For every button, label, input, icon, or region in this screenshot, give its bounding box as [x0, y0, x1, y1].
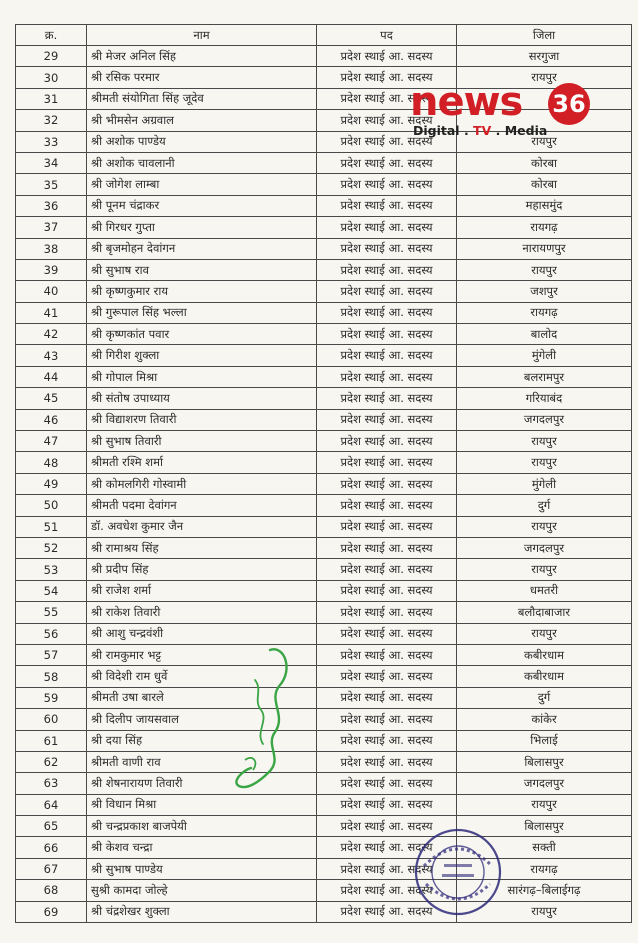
row-member-name: सुश्री कामदा जोल्हे — [87, 880, 317, 901]
table-row — [16, 687, 632, 708]
logo-tagline-part: . Media — [491, 123, 548, 138]
table-row — [16, 195, 632, 216]
row-member-name: श्रीमती पदमा देवांगन — [87, 495, 317, 516]
row-post: प्रदेश स्थाई आ. सदस्य — [317, 794, 457, 815]
member-table-body — [16, 46, 632, 923]
row-district: रायपुर — [457, 67, 632, 88]
row-member-name: श्री रसिक परमार — [87, 67, 317, 88]
table-row — [16, 709, 632, 730]
row-district: बलौदाबाजार — [457, 602, 632, 623]
row-serial-number: 69 — [16, 901, 87, 922]
table-row — [16, 238, 632, 259]
row-post: प्रदेश स्थाई आ. सदस्य — [317, 602, 457, 623]
row-post: प्रदेश स्थाई आ. सदस्य — [317, 195, 457, 216]
table-row — [16, 259, 632, 280]
row-serial-number: 58 — [16, 666, 87, 687]
row-district: कांकेर — [457, 709, 632, 730]
row-district: जशपुर — [457, 281, 632, 302]
row-serial-number: 42 — [16, 324, 87, 345]
table-row — [16, 880, 632, 901]
table-row — [16, 837, 632, 858]
row-serial-number: 66 — [16, 837, 87, 858]
row-post: प्रदेश स्थाई आ. सदस्य — [317, 709, 457, 730]
header-serial-number: क्र. — [16, 25, 87, 46]
row-member-name: श्रीमती संयोगिता सिंह जूदेव — [87, 88, 317, 109]
row-member-name: श्रीमती रश्मि शर्मा — [87, 452, 317, 473]
row-district: गरियाबंद — [457, 388, 632, 409]
row-member-name: श्री सुभाष राव — [87, 259, 317, 280]
row-district: बिलासपुर — [457, 816, 632, 837]
row-member-name: श्रीमती उषा बारले — [87, 687, 317, 708]
row-serial-number: 45 — [16, 388, 87, 409]
row-serial-number: 59 — [16, 687, 87, 708]
row-serial-number: 39 — [16, 259, 87, 280]
row-member-name: श्री अशोक चावलानी — [87, 152, 317, 173]
row-district: जगदलपुर — [457, 409, 632, 430]
row-district: रायपुर — [457, 901, 632, 922]
logo-tagline — [413, 123, 547, 138]
row-district: बालोद — [457, 324, 632, 345]
row-serial-number: 43 — [16, 345, 87, 366]
table-row — [16, 473, 632, 494]
table-row — [16, 559, 632, 580]
row-member-name: श्री चंद्रशेखर शुक्ला — [87, 901, 317, 922]
row-serial-number: 53 — [16, 559, 87, 580]
row-serial-number: 56 — [16, 623, 87, 644]
row-post: प्रदेश स्थाई आ. सदस्य — [317, 88, 457, 109]
row-member-name: श्री दिलीप जायसवाल — [87, 709, 317, 730]
row-serial-number: 30 — [16, 67, 87, 88]
row-member-name: श्री संतोष उपाध्याय — [87, 388, 317, 409]
row-serial-number: 44 — [16, 366, 87, 387]
row-district: रायपुर — [457, 794, 632, 815]
row-post: प्रदेश स्थाई आ. सदस्य — [317, 110, 457, 131]
logo-number-badge: 36 — [548, 83, 590, 125]
row-post: प्रदेश स्थाई आ. सदस्य — [317, 238, 457, 259]
row-serial-number: 34 — [16, 152, 87, 173]
row-member-name: श्री राजेश शर्मा — [87, 580, 317, 601]
row-post: प्रदेश स्थाई आ. सदस्य — [317, 773, 457, 794]
row-post: प्रदेश स्थाई आ. सदस्य — [317, 302, 457, 323]
row-member-name: श्री गोपाल मिश्रा — [87, 366, 317, 387]
row-post: प्रदेश स्थाई आ. सदस्य — [317, 751, 457, 772]
row-serial-number: 65 — [16, 816, 87, 837]
row-district: रायपुर — [457, 431, 632, 452]
row-district: रायपुर — [457, 131, 632, 152]
member-table — [15, 24, 632, 923]
row-member-name: श्री दया सिंह — [87, 730, 317, 751]
table-row — [16, 324, 632, 345]
row-post: प्रदेश स्थाई आ. सदस्य — [317, 431, 457, 452]
table-row — [16, 281, 632, 302]
table-row — [16, 794, 632, 815]
row-member-name: श्री रामाश्रय सिंह — [87, 537, 317, 558]
row-district: धमतरी — [457, 580, 632, 601]
row-serial-number: 37 — [16, 217, 87, 238]
table-row — [16, 623, 632, 644]
row-serial-number: 54 — [16, 580, 87, 601]
row-member-name: श्री विद्याशरण तिवारी — [87, 409, 317, 430]
row-member-name: श्री रामकुमार भट्ट — [87, 644, 317, 665]
row-post: प्रदेश स्थाई आ. सदस्य — [317, 131, 457, 152]
row-post: प्रदेश स्थाई आ. सदस्य — [317, 901, 457, 922]
row-district: मुंगेली — [457, 473, 632, 494]
row-district: सरगुजा — [457, 46, 632, 67]
table-row — [16, 537, 632, 558]
row-serial-number: 47 — [16, 431, 87, 452]
table-row — [16, 730, 632, 751]
row-serial-number: 67 — [16, 858, 87, 879]
table-row — [16, 388, 632, 409]
row-member-name: श्री भीमसेन अग्रवाल — [87, 110, 317, 131]
table-row — [16, 452, 632, 473]
row-serial-number: 62 — [16, 751, 87, 772]
row-district: रायपुर — [457, 559, 632, 580]
row-serial-number: 52 — [16, 537, 87, 558]
row-member-name: श्री शेषनारायण तिवारी — [87, 773, 317, 794]
row-district: रायपुर — [457, 516, 632, 537]
table-row — [16, 174, 632, 195]
row-post: प्रदेश स्थाई आ. सदस्य — [317, 281, 457, 302]
row-member-name: श्री गुरूपाल सिंह भल्ला — [87, 302, 317, 323]
row-serial-number: 60 — [16, 709, 87, 730]
table-row — [16, 431, 632, 452]
row-post: प्रदेश स्थाई आ. सदस्य — [317, 687, 457, 708]
row-serial-number: 64 — [16, 794, 87, 815]
logo-tagline-part: Digital . — [413, 123, 474, 138]
row-post: प्रदेश स्थाई आ. सदस्य — [317, 666, 457, 687]
row-post: प्रदेश स्थाई आ. सदस्य — [317, 409, 457, 430]
row-member-name: श्री केशव चन्द्रा — [87, 837, 317, 858]
row-post: प्रदेश स्थाई आ. सदस्य — [317, 388, 457, 409]
news36-watermark-logo — [410, 79, 592, 140]
row-serial-number: 49 — [16, 473, 87, 494]
row-member-name: श्री चन्द्रप्रकाश बाजपेयी — [87, 816, 317, 837]
row-member-name: श्री विधान मिश्रा — [87, 794, 317, 815]
row-district: रायपुर — [457, 452, 632, 473]
row-member-name: श्री कृष्णकुमार राय — [87, 281, 317, 302]
row-serial-number: 61 — [16, 730, 87, 751]
row-district: बिलासपुर — [457, 751, 632, 772]
table-row — [16, 366, 632, 387]
row-member-name: श्री गिरीश शुक्ला — [87, 345, 317, 366]
row-member-name: श्री कोमलगिरी गोस्वामी — [87, 473, 317, 494]
row-serial-number: 35 — [16, 174, 87, 195]
row-serial-number: 29 — [16, 46, 87, 67]
row-serial-number: 40 — [16, 281, 87, 302]
round-office-seal-icon — [412, 826, 504, 918]
table-header-row — [16, 25, 632, 46]
row-district: मुंगेली — [457, 345, 632, 366]
row-post: प्रदेश स्थाई आ. सदस्य — [317, 730, 457, 751]
row-district: कोरबा — [457, 174, 632, 195]
row-serial-number: 36 — [16, 195, 87, 216]
row-serial-number: 63 — [16, 773, 87, 794]
row-member-name: श्री राकेश तिवारी — [87, 602, 317, 623]
row-district: सारंगढ़–बिलाईगढ़ — [457, 880, 632, 901]
row-member-name: श्री आशु चन्द्रवंशी — [87, 623, 317, 644]
table-row — [16, 302, 632, 323]
row-post: प्रदेश स्थाई आ. सदस्य — [317, 217, 457, 238]
row-district: कोरबा — [457, 152, 632, 173]
row-district: कबीरधाम — [457, 644, 632, 665]
logo-tagline-part: TV — [473, 123, 492, 138]
row-post: प्रदेश स्थाई आ. सदस्य — [317, 473, 457, 494]
row-post: प्रदेश स्थाई आ. सदस्य — [317, 858, 457, 879]
row-post: प्रदेश स्थाई आ. सदस्य — [317, 623, 457, 644]
row-serial-number: 33 — [16, 131, 87, 152]
table-row — [16, 345, 632, 366]
row-serial-number: 32 — [16, 110, 87, 131]
header-district: जिला — [457, 25, 632, 46]
table-row — [16, 152, 632, 173]
row-district: कबीरधाम — [457, 666, 632, 687]
row-district: जगदलपुर — [457, 537, 632, 558]
row-post: प्रदेश स्थाई आ. सदस्य — [317, 366, 457, 387]
row-member-name: श्रीमती वाणी राव — [87, 751, 317, 772]
row-serial-number: 48 — [16, 452, 87, 473]
row-serial-number: 46 — [16, 409, 87, 430]
row-post: प्रदेश स्थाई आ. सदस्य — [317, 67, 457, 88]
row-post: प्रदेश स्थाई आ. सदस्य — [317, 816, 457, 837]
row-post: प्रदेश स्थाई आ. सदस्य — [317, 152, 457, 173]
green-signature-icon — [225, 640, 295, 800]
table-row — [16, 217, 632, 238]
row-serial-number: 41 — [16, 302, 87, 323]
row-district: रायगढ़ — [457, 217, 632, 238]
row-serial-number: 57 — [16, 644, 87, 665]
row-member-name: श्री जोगेश लाम्बा — [87, 174, 317, 195]
row-member-name: श्री विदेशी राम धुर्वे — [87, 666, 317, 687]
row-district: महासमुंद — [457, 195, 632, 216]
row-post: प्रदेश स्थाई आ. सदस्य — [317, 259, 457, 280]
row-post: प्रदेश स्थाई आ. सदस्य — [317, 644, 457, 665]
table-row — [16, 773, 632, 794]
table-row — [16, 666, 632, 687]
row-member-name: श्री पूनम चंद्राकर — [87, 195, 317, 216]
table-row — [16, 516, 632, 537]
table-row — [16, 751, 632, 772]
row-serial-number: 51 — [16, 516, 87, 537]
row-district: रायगढ़ — [457, 858, 632, 879]
row-post: प्रदेश स्थाई आ. सदस्य — [317, 495, 457, 516]
row-district: नारायणपुर — [457, 238, 632, 259]
row-district: सक्ती — [457, 837, 632, 858]
row-post: प्रदेश स्थाई आ. सदस्य — [317, 345, 457, 366]
row-district: दुर्ग — [457, 687, 632, 708]
row-member-name: श्री प्रदीप सिंह — [87, 559, 317, 580]
row-district: रायगढ़ — [457, 302, 632, 323]
logo-word: news — [410, 79, 523, 125]
row-serial-number: 55 — [16, 602, 87, 623]
row-post: प्रदेश स्थाई आ. सदस्य — [317, 516, 457, 537]
table-row — [16, 602, 632, 623]
row-post: प्रदेश स्थाई आ. सदस्य — [317, 537, 457, 558]
row-member-name: श्री गिरधर गुप्ता — [87, 217, 317, 238]
row-serial-number: 50 — [16, 495, 87, 516]
row-post: प्रदेश स्थाई आ. सदस्य — [317, 46, 457, 67]
header-post: पद — [317, 25, 457, 46]
row-district: बलरामपुर — [457, 366, 632, 387]
table-row — [16, 580, 632, 601]
row-member-name: श्री कृष्णकांत पवार — [87, 324, 317, 345]
row-post: प्रदेश स्थाई आ. सदस्य — [317, 174, 457, 195]
row-post: प्रदेश स्थाई आ. सदस्य — [317, 559, 457, 580]
table-row — [16, 46, 632, 67]
row-post: प्रदेश स्थाई आ. सदस्य — [317, 880, 457, 901]
table-row — [16, 858, 632, 879]
row-post: प्रदेश स्थाई आ. सदस्य — [317, 452, 457, 473]
row-district: रायपुर — [457, 623, 632, 644]
row-member-name: श्री मेजर अनिल सिंह — [87, 46, 317, 67]
header-name: नाम — [87, 25, 317, 46]
row-serial-number: 68 — [16, 880, 87, 901]
table-row — [16, 495, 632, 516]
row-district: दुर्ग — [457, 495, 632, 516]
row-post: प्रदेश स्थाई आ. सदस्य — [317, 324, 457, 345]
row-district: जगदलपुर — [457, 773, 632, 794]
row-post: प्रदेश स्थाई आ. सदस्य — [317, 580, 457, 601]
row-serial-number: 31 — [16, 88, 87, 109]
row-district: रायपुर — [457, 259, 632, 280]
row-member-name: श्री अशोक पाण्डेय — [87, 131, 317, 152]
row-member-name: डॉ. अवधेश कुमार जैन — [87, 516, 317, 537]
table-row — [16, 901, 632, 922]
row-member-name: श्री सुभाष पाण्डेय — [87, 858, 317, 879]
member-list-sheet — [15, 24, 631, 923]
row-post: प्रदेश स्थाई आ. सदस्य — [317, 837, 457, 858]
row-member-name: श्री सुभाष तिवारी — [87, 431, 317, 452]
table-row — [16, 644, 632, 665]
table-row — [16, 409, 632, 430]
table-row — [16, 816, 632, 837]
row-district: भिलाई — [457, 730, 632, 751]
row-serial-number: 38 — [16, 238, 87, 259]
row-member-name: श्री बृजमोहन देवांगन — [87, 238, 317, 259]
